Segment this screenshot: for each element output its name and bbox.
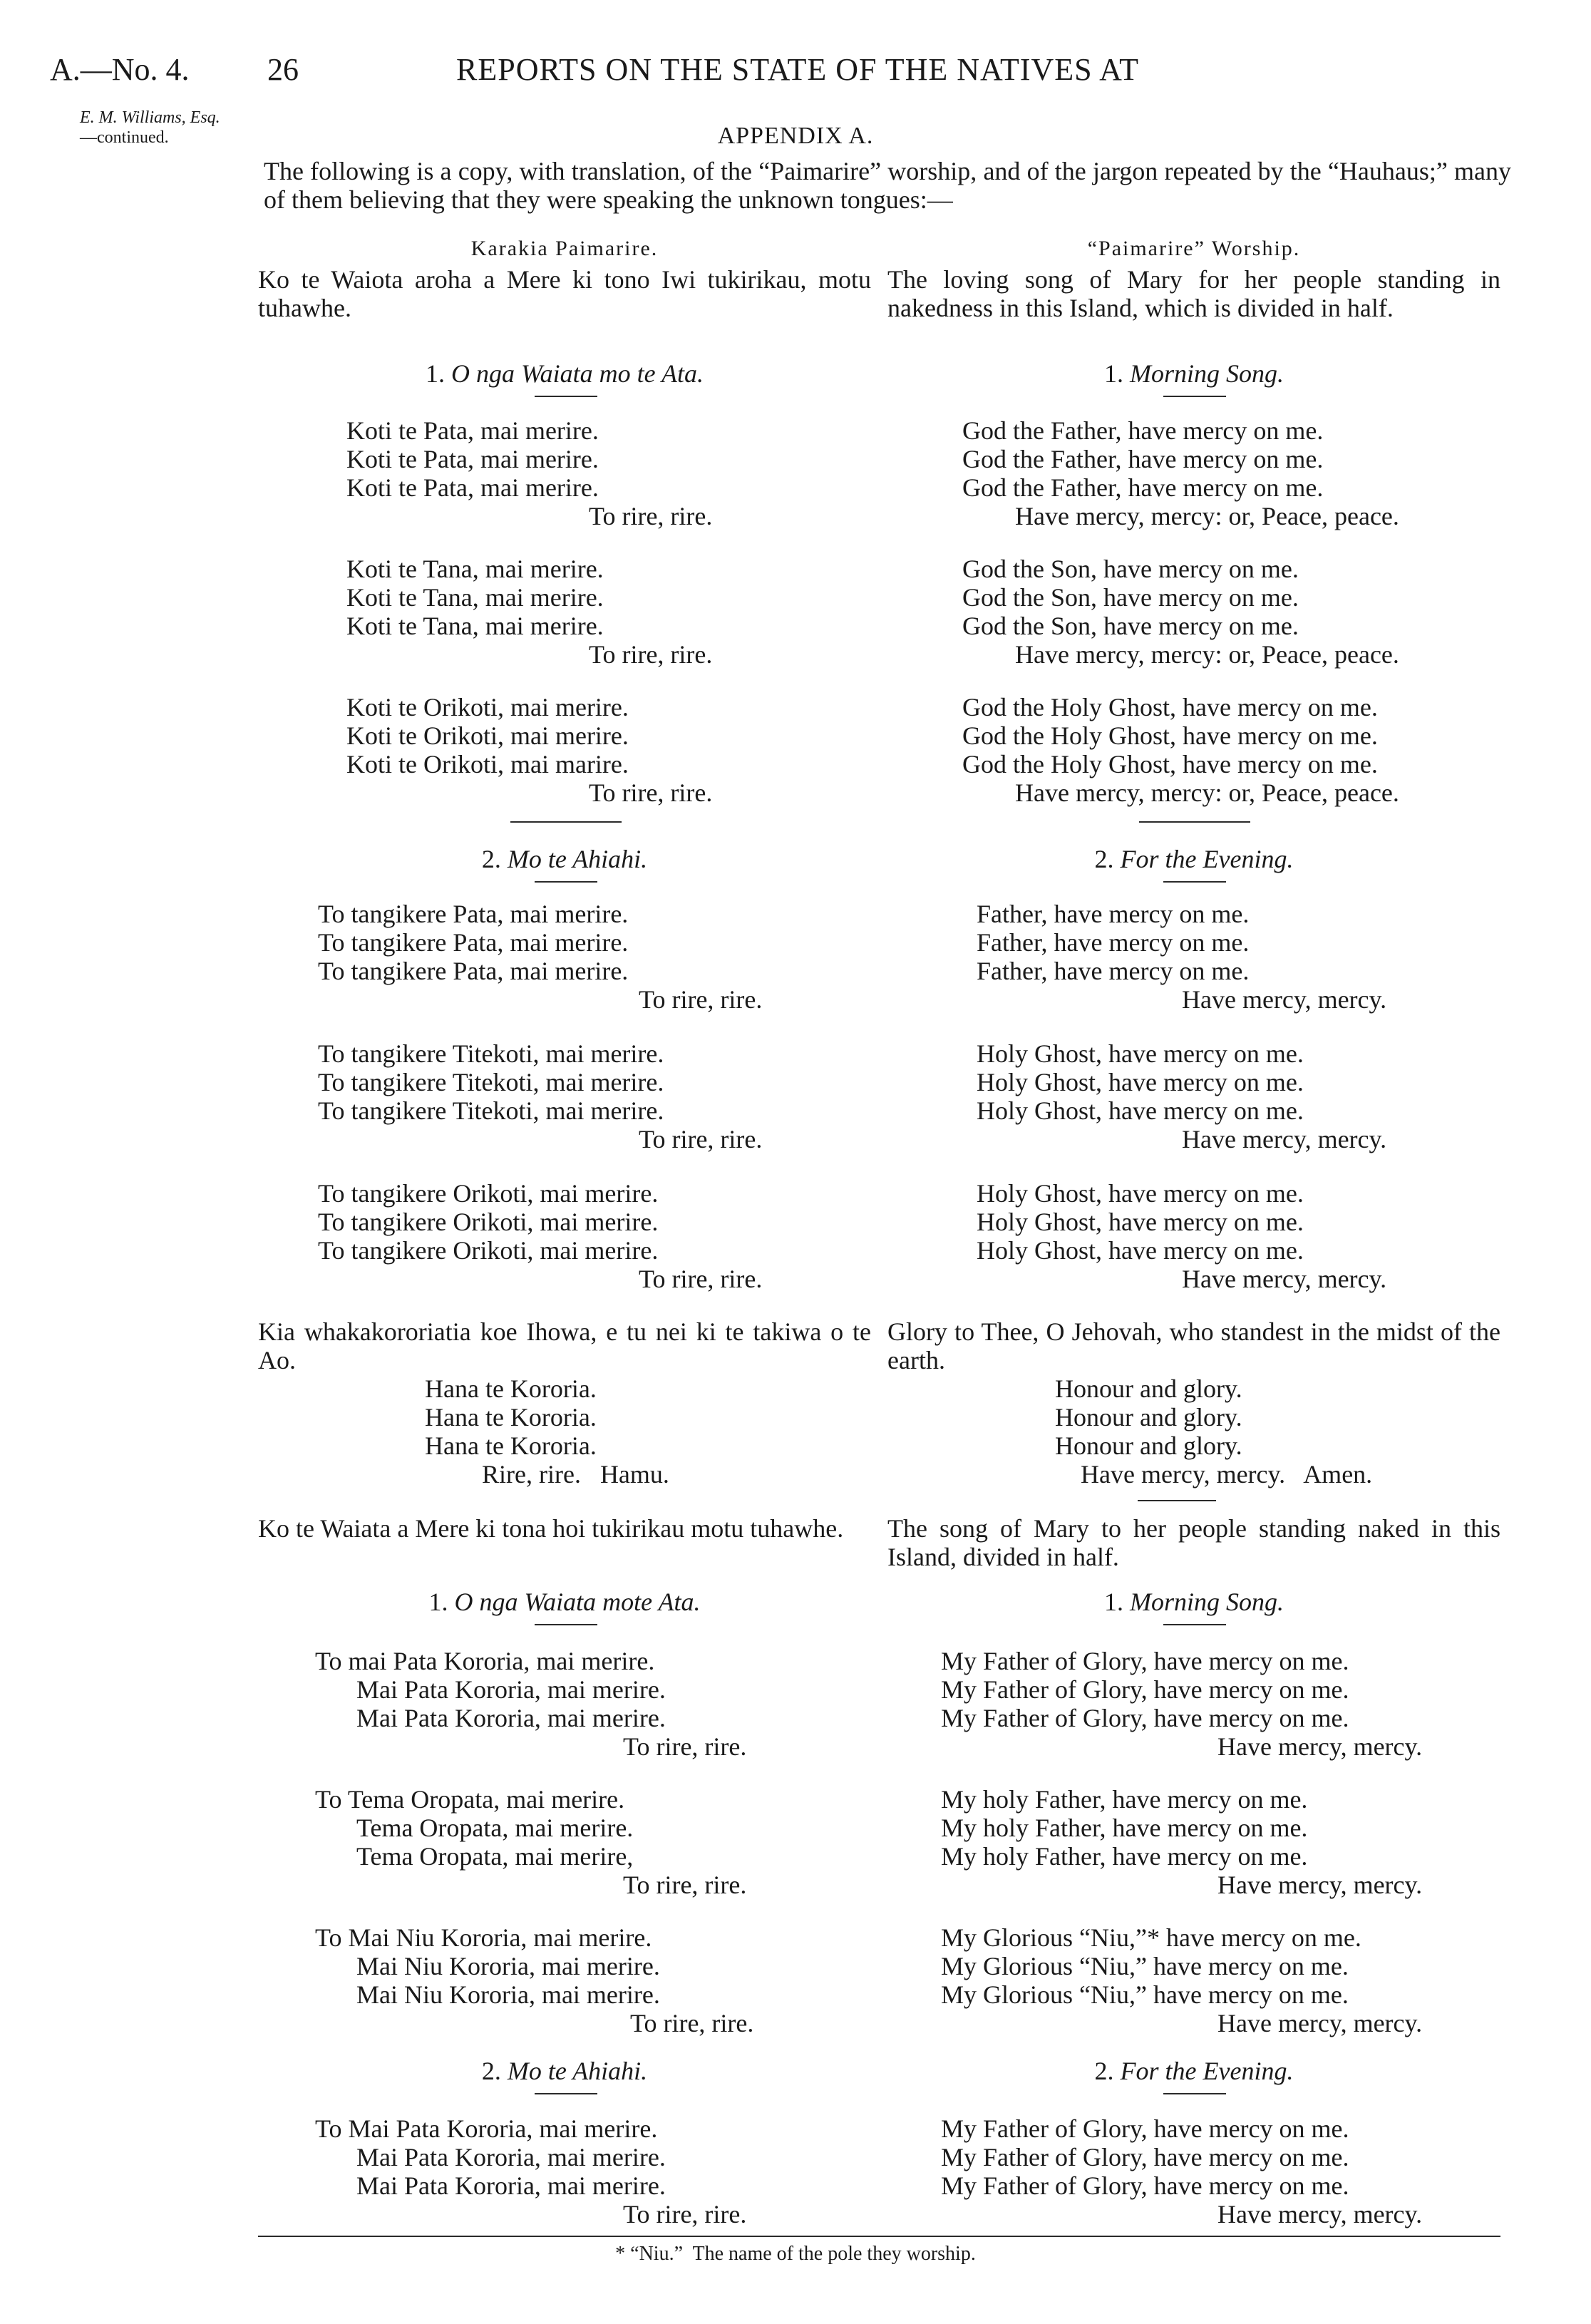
verse-line: Holy Ghost, have mercy on me. [977, 1208, 1304, 1236]
verse-line: God the Father, have mercy on me. [962, 445, 1324, 473]
verse-line: My holy Father, have mercy on me. [941, 1814, 1308, 1842]
p1-right-sec1-num: 1. [1104, 359, 1123, 388]
divider [535, 396, 597, 397]
sidenote-author: E. M. Williams, Esq. [80, 108, 220, 127]
verse-line: To tangikere Pata, mai merire. [318, 957, 629, 985]
p1-right-sec2-heading [887, 844, 1500, 874]
p2-left-sec1-num: 1. [428, 1588, 448, 1616]
verse-line: Father, have mercy on me. [977, 900, 1250, 928]
verse-refrain: Have mercy, mercy. [1217, 2200, 1423, 2228]
verse-line: Koti te Orikoti, mai merire. [346, 693, 629, 721]
verse-line: God the Holy Ghost, have mercy on me. [962, 750, 1378, 778]
right-column-heading: “Paimarire” Worship. [1087, 237, 1301, 260]
verse-line: To Tema Oropata, mai merire. [315, 1785, 625, 1814]
p2-left-sec1-title: O nga Waiata mote Ata. [454, 1588, 701, 1616]
p1-left-sec2-num: 2. [481, 845, 501, 873]
verse-refrain: Have mercy, mercy. [1217, 1732, 1423, 1761]
verse-line: To tangikere Titekoti, mai merire. [318, 1096, 664, 1125]
p1-left-glory-intro: Kia whakakororiatia koe Ihowa, e tu nei ki te takiwa o te Ao. [258, 1317, 871, 1374]
p2-left-sec2-num: 2. [481, 2057, 501, 2085]
verse-line: God the Son, have mercy on me. [962, 583, 1299, 612]
verse-line: To tangikere Titekoti, mai merire. [318, 1068, 664, 1096]
p2-left-intro: Ko te Waiata a Mere ki tona hoi tukirikau motu tuhawhe. [258, 1514, 844, 1543]
verse-refrain: To rire, rire. [589, 502, 713, 530]
verse-refrain: To rire, rire. [623, 1732, 747, 1761]
verse-line: Koti te Orikoti, mai merire. [346, 721, 629, 750]
verse-line: God the Son, have mercy on me. [962, 555, 1299, 583]
p1-right-sec2-num: 2. [1094, 845, 1114, 873]
verse-refrain: To rire, rire. [589, 640, 713, 669]
verse-line: Koti te Orikoti, mai marire. [346, 750, 629, 778]
verse-line: My holy Father, have mercy on me. [941, 1785, 1308, 1814]
p2-right-sec1-heading [887, 1587, 1500, 1617]
divider [1163, 1624, 1226, 1625]
verse-line: Holy Ghost, have mercy on me. [977, 1236, 1304, 1265]
verse-line: My holy Father, have mercy on me. [941, 1842, 1308, 1871]
verse-line: Tema Oropata, mai merire, [356, 1842, 634, 1871]
p1-left-sec1-title: O nga Waiata mo te Ata. [450, 359, 704, 388]
verse-refrain: Have mercy, mercy: or, Peace, peace. [1015, 778, 1399, 807]
verse-line: To tangikere Pata, mai merire. [318, 928, 629, 957]
verse-line: Hana te Kororia. [425, 1374, 597, 1403]
divider [1163, 2093, 1226, 2094]
verse-line: My Father of Glory, have mercy on me. [941, 1704, 1349, 1732]
verse-line: To tangikere Titekoti, mai merire. [318, 1039, 664, 1068]
document-series: A.—No. 4. [50, 52, 190, 87]
p2-right-sec2-heading [887, 2056, 1500, 2086]
p1-left-sec2-heading [258, 844, 871, 874]
divider [1163, 881, 1226, 883]
verse-refrain: To rire, rire. [630, 2009, 754, 2037]
verse-line: Honour and glory. [1055, 1403, 1242, 1431]
p2-left-sec2-title: Mo te Ahiahi. [507, 2057, 648, 2085]
verse-refrain: Have mercy, mercy. [1182, 1125, 1387, 1153]
verse-line: My Father of Glory, have mercy on me. [941, 2143, 1349, 2171]
verse-line: To tangikere Pata, mai merire. [318, 900, 629, 928]
verse-line: Mai Niu Kororia, mai merire. [356, 1952, 660, 1980]
verse-line: My Glorious “Niu,” have mercy on me. [941, 1952, 1349, 1980]
verse-line: Tema Oropata, mai merire. [356, 1814, 634, 1842]
divider [535, 1624, 597, 1625]
divider [1138, 1500, 1216, 1501]
p2-left-sec2-heading [258, 2056, 871, 2086]
verse-refrain: Rire, rire. Hamu. [482, 1460, 669, 1489]
verse-line: Honour and glory. [1055, 1431, 1242, 1460]
appendix-title: APPENDIX A. [717, 123, 874, 149]
left-column-heading: Karakia Paimarire. [470, 237, 659, 260]
verse-line: Mai Pata Kororia, mai merire. [356, 1675, 666, 1704]
p2-right-sec1-num: 1. [1104, 1588, 1123, 1616]
verse-line: Koti te Pata, mai merire. [346, 416, 599, 445]
verse-line: Father, have mercy on me. [977, 928, 1250, 957]
verse-refrain: Have mercy, mercy: or, Peace, peace. [1015, 502, 1399, 530]
verse-line: To mai Pata Kororia, mai merire. [315, 1647, 655, 1675]
p1-left-intro: Ko te Waiota aroha a Mere ki tono Iwi tukirikau, motu tuhawhe. [258, 265, 871, 322]
p1-right-sec1-heading [887, 359, 1500, 389]
p1-right-sec1-title: Morning Song. [1130, 359, 1284, 388]
page-title: REPORTS ON THE STATE OF THE NATIVES AT [456, 52, 1139, 87]
verse-refrain: Have mercy, mercy. [1217, 1871, 1423, 1899]
footnote-rule [258, 2236, 1500, 2237]
divider [1163, 396, 1226, 397]
verse-line: My Father of Glory, have mercy on me. [941, 2114, 1349, 2143]
verse-refrain: To rire, rire. [623, 2200, 747, 2228]
p2-left-sec1-heading [258, 1587, 871, 1617]
sidenote-continued: —continued. [80, 128, 169, 147]
verse-line: Holy Ghost, have mercy on me. [977, 1179, 1304, 1208]
verse-line: My Father of Glory, have mercy on me. [941, 1647, 1349, 1675]
divider [510, 821, 622, 823]
verse-refrain: Have mercy, mercy. [1182, 1265, 1387, 1293]
divider [1139, 821, 1250, 823]
verse-refrain: To rire, rire. [639, 1125, 763, 1153]
divider [535, 881, 597, 883]
verse-line: My Glorious “Niu,” have mercy on me. [941, 1980, 1349, 2009]
verse-line: To tangikere Orikoti, mai merire. [318, 1208, 659, 1236]
verse-line: Holy Ghost, have mercy on me. [977, 1039, 1304, 1068]
verse-line: God the Father, have mercy on me. [962, 416, 1324, 445]
verse-line: God the Holy Ghost, have mercy on me. [962, 693, 1378, 721]
verse-line: My Father of Glory, have mercy on me. [941, 1675, 1349, 1704]
verse-line: Koti te Pata, mai merire. [346, 445, 599, 473]
verse-refrain: Have mercy, mercy: or, Peace, peace. [1015, 640, 1399, 669]
verse-line: Mai Niu Kororia, mai merire. [356, 1980, 660, 2009]
verse-line: To tangikere Orikoti, mai merire. [318, 1236, 659, 1265]
verse-refrain: Have mercy, mercy. [1217, 2009, 1423, 2037]
verse-line: Koti te Tana, mai merire. [346, 612, 604, 640]
verse-line: My Father of Glory, have mercy on me. [941, 2171, 1349, 2200]
verse-line: Hana te Kororia. [425, 1431, 597, 1460]
p1-right-intro: The loving song of Mary for her people standing in nakedness in this Island, which is divided in half. [887, 265, 1500, 322]
p2-right-sec1-title: Morning Song. [1130, 1588, 1284, 1616]
verse-line: Koti te Tana, mai merire. [346, 555, 604, 583]
page-number: 26 [267, 52, 299, 87]
verse-line: Koti te Tana, mai merire. [346, 583, 604, 612]
p1-left-sec1-num: 1. [425, 359, 445, 388]
footnote: * “Niu.” The name of the pole they worship. [615, 2243, 976, 2265]
verse-refrain: To rire, rire. [589, 778, 713, 807]
p2-right-intro: The song of Mary to her people standing naked in this Island, divided in half. [887, 1514, 1500, 1571]
verse-refrain: To rire, rire. [639, 1265, 763, 1293]
verse-line: Mai Pata Kororia, mai merire. [356, 1704, 666, 1732]
verse-line: God the Son, have mercy on me. [962, 612, 1299, 640]
p1-left-sec1-heading [258, 359, 871, 389]
verse-line: To Mai Pata Kororia, mai merire. [315, 2114, 658, 2143]
verse-line: Mai Pata Kororia, mai merire. [356, 2143, 666, 2171]
p1-right-glory-intro: Glory to Thee, O Jehovah, who standest in the midst of the earth. [887, 1317, 1500, 1374]
verse-line: To tangikere Orikoti, mai merire. [318, 1179, 659, 1208]
verse-line: Holy Ghost, have mercy on me. [977, 1068, 1304, 1096]
verse-line: Holy Ghost, have mercy on me. [977, 1096, 1304, 1125]
verse-line: Koti te Pata, mai merire. [346, 473, 599, 502]
verse-line: Honour and glory. [1055, 1374, 1242, 1403]
verse-line: Father, have mercy on me. [977, 957, 1250, 985]
p1-left-sec2-title: Mo te Ahiahi. [507, 845, 648, 873]
intro-paragraph: The following is a copy, with translation, of the “Paimarire” worship, and of the jargon repeated by the “Hauhaus;” many of them believing that they were speaking the unknown tongues:— [264, 157, 1511, 214]
verse-line: God the Holy Ghost, have mercy on me. [962, 721, 1378, 750]
p2-right-sec2-num: 2. [1094, 2057, 1114, 2085]
verse-refrain: To rire, rire. [623, 1871, 747, 1899]
verse-refrain: Have mercy, mercy. [1182, 985, 1387, 1014]
verse-line: God the Father, have mercy on me. [962, 473, 1324, 502]
p1-right-sec2-title: For the Evening. [1120, 845, 1294, 873]
divider [535, 2093, 597, 2094]
p2-right-sec2-title: For the Evening. [1120, 2057, 1294, 2085]
verse-line: To Mai Niu Kororia, mai merire. [315, 1923, 652, 1952]
verse-refrain: Have mercy, mercy. Amen. [1081, 1460, 1373, 1489]
verse-line: My Glorious “Niu,”* have mercy on me. [941, 1923, 1361, 1952]
verse-refrain: To rire, rire. [639, 985, 763, 1014]
verse-line: Hana te Kororia. [425, 1403, 597, 1431]
verse-line: Mai Pata Kororia, mai merire. [356, 2171, 666, 2200]
